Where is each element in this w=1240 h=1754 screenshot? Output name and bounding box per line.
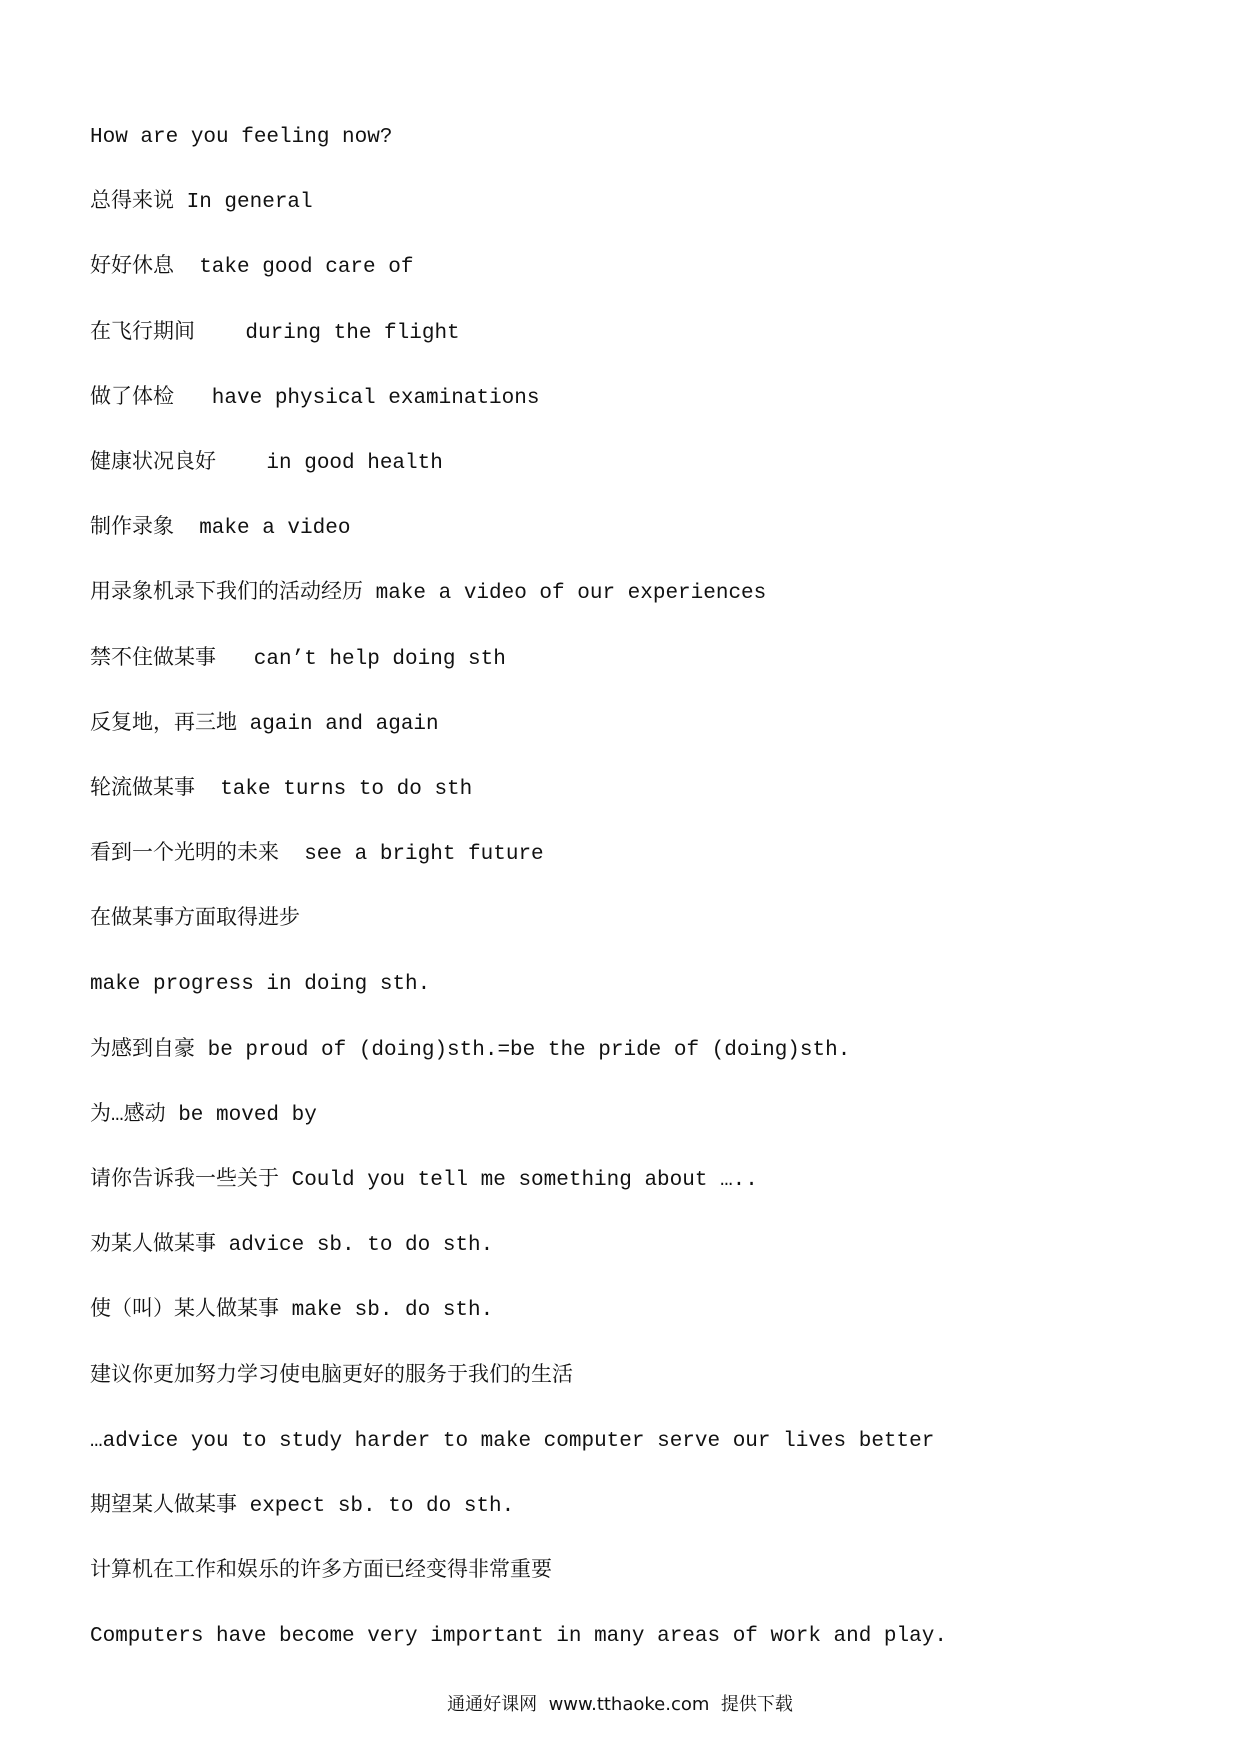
text-line: make progress in doing sth.	[90, 973, 431, 997]
text-line: 制作录象 make a video	[90, 517, 351, 541]
text-line: …advice you to study harder to make computer serve our lives better	[90, 1429, 935, 1453]
text-line: 总得来说 In general	[90, 191, 313, 215]
text-line: 期望某人做某事 expect sb. to do sth.	[90, 1494, 515, 1518]
text-line: 健康状况良好 in good health	[90, 451, 443, 475]
text-body	[90, 126, 1170, 1691]
text-line: 为感到自豪 be proud of (doing)sth.=be the pride of (doing)sth.	[90, 1038, 851, 1062]
text-line: 劝某人做某事 advice sb. to do sth.	[90, 1234, 494, 1258]
text-line: 禁不住做某事 can’t help doing sth	[90, 647, 506, 671]
page-footer: 通通好课网 www.tthaoke.com 提供下载	[447, 1694, 793, 1715]
text-line: 计算机在工作和娱乐的许多方面已经变得非常重要	[90, 1560, 552, 1584]
text-line: 反复地，再三地 again and again	[90, 712, 439, 736]
text-line: 建议你更加努力学习使电脑更好的服务于我们的生活	[90, 1364, 573, 1388]
text-line: Computers have become very important in many areas of work and play.	[90, 1625, 947, 1649]
text-line: 看到一个光明的未来 see a bright future	[90, 843, 544, 867]
text-line: 为…感动 be moved by	[90, 1103, 317, 1127]
text-line: 使（叫）某人做某事 make sb. do sth.	[90, 1299, 494, 1323]
text-line: How are you feeling now?	[90, 126, 393, 149]
text-line: 轮流做某事 take turns to do sth	[90, 777, 473, 801]
text-line: 做了体检 have physical examinations	[90, 386, 540, 410]
text-line: 请你告诉我一些关于 Could you tell me something about …..	[90, 1169, 758, 1192]
text-line: 在做某事方面取得进步	[90, 908, 300, 932]
text-line: 好好休息 take good care of	[90, 256, 414, 280]
text-line: 用录象机录下我们的活动经历 make a video of our experiences	[90, 582, 767, 606]
text-line: 在飞行期间 during the flight	[90, 321, 460, 345]
